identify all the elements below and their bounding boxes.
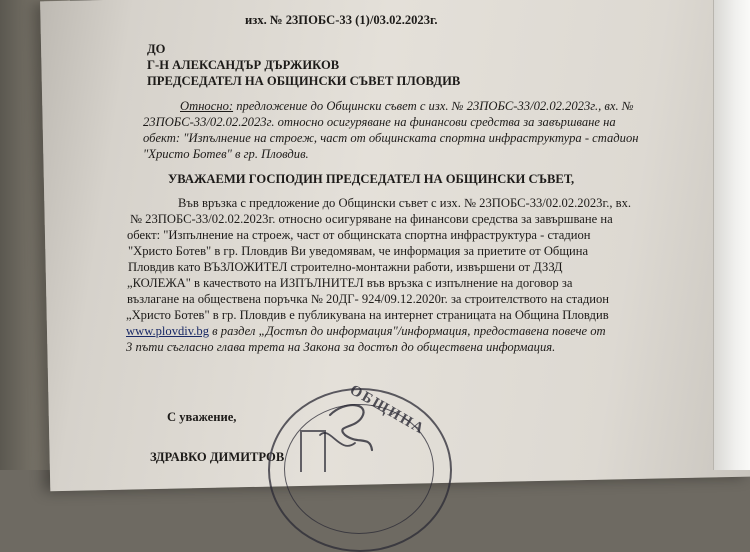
addressee-title: ПРЕДСЕДАТЕЛ НА ОБЩИНСКИ СЪВЕТ ПЛОВДИВ <box>147 74 461 88</box>
signature-mark <box>300 395 390 465</box>
subject-line-4: "Христо Ботев" в гр. Пловдив. <box>143 147 309 161</box>
body-line-2: № 23ПОБС-33/02.02.2023г. относно осигуряване на финансови средства за завършване на <box>130 212 613 226</box>
body-line-7: възлагане на обществена поръчка № 20ДГ- 924/09.12.2020г. за строителството на стадион <box>127 292 609 306</box>
body-line-8: „Христо Ботев" в гр. Пловдив е публикувана на интернет страницата на Община Пловдив <box>126 308 609 322</box>
website-link[interactable]: www.plovdiv.bg <box>126 324 210 338</box>
stamp-text: ОБЩИНА <box>346 382 428 439</box>
subject-line-3: обект: "Изпълнение на строеж, част от общинската спортна инфраструктура - стадион <box>143 131 639 145</box>
body-line-4: "Христо Ботев" в гр. Пловдив Ви уведомявам, че информация за приетите от Община <box>128 244 589 258</box>
signer-name: ЗДРАВКО ДИМИТРОВ <box>150 450 285 464</box>
body-line-9-tail: в раздел „Достъп до информация"/информация, предоставена повече от <box>209 324 606 338</box>
addressee-name: Г-Н АЛЕКСАНДЪР ДЪРЖИКОВ <box>147 58 340 72</box>
body-line-1: Във връзка с предложение до Общински съвет с изх. № 23ПОБС-33/02.02.2023г., вх. <box>178 196 632 210</box>
body-line-3: обект: "Изпълнение на строеж, част от общинската спортна инфраструктура - стадион <box>127 228 591 242</box>
body-line-5: Пловдив като ВЪЗЛОЖИТЕЛ строително-монтажни работи, извършени от ДЗЗД <box>128 260 563 274</box>
body-line-9 <box>126 323 606 339</box>
salutation: УВАЖАЕМИ ГОСПОДИН ПРЕДСЕДАТЕЛ НА ОБЩИНСКИ СЪВЕТ, <box>168 172 575 186</box>
addressee-line-1: ДО <box>147 42 166 56</box>
body-line-6: „КОЛЕЖА" в качеството на ИЗПЪЛНИТЕЛ във връзка с изпълнение на договор за <box>127 276 573 290</box>
subject-line-1 <box>180 98 634 114</box>
ref-number: изх. № 23ПОБС-33 (1)/03.02.2023г. <box>245 13 438 27</box>
subject-text-1: предложение до Общински съвет с изх. № 23ПОБС-33/02.02.2023г., вх. № <box>233 99 634 113</box>
closing: С уважение, <box>167 410 237 424</box>
subject-label: Относно: <box>180 99 234 113</box>
subject-line-2: 23ПОБС-33/02.02.2023г. относно осигуряване на финансови средства за завършване на <box>143 115 616 129</box>
body-line-10: 3 пъти съгласно глава трета на Закона за достъп до обществена информация. <box>126 340 556 354</box>
